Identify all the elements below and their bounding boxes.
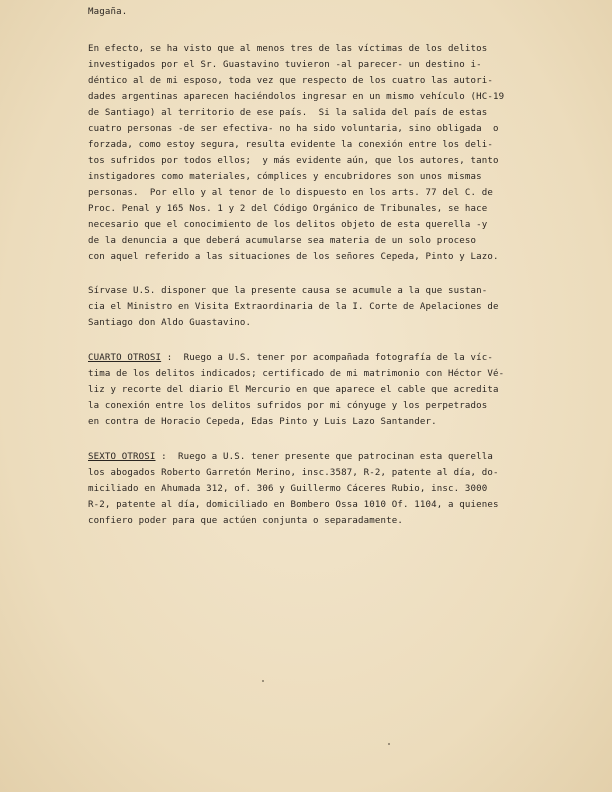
text-line: Proc. Penal y 165 Nos. 1 y 2 del Código Orgánico de Tribunales, se hace [88, 204, 488, 214]
text-line: con aquel referido a las situaciones de los señores Cepeda, Pinto y Lazo. [88, 252, 499, 262]
text-fragment: : Ruego a U.S. tener presente que patrocinan esta querella [155, 452, 493, 462]
text-line: cia el Ministro en Visita Extraordinaria de la I. Corte de Apelaciones de [88, 302, 499, 312]
section-heading: SEXTO OTROSI [88, 452, 156, 462]
text-line: liz y recorte del diario El Mercurio en que aparece el cable que acredita [88, 385, 499, 395]
text-line: la conexión entre los delitos sufridos por mi cónyuge y los perpetrados [88, 401, 488, 411]
paper-speck [262, 680, 264, 682]
text-line: forzada, como estoy segura, resulta evidente la conexión entre los deli- [88, 140, 493, 150]
section-heading: CUARTO OTROSI [88, 353, 162, 363]
text-line: miciliado en Ahumada 312, of. 306 y Guillermo Cáceres Rubio, insc. 3000 [88, 484, 488, 494]
text-line: instigadores como materiales, cómplices y encubridores son unos mismas [88, 172, 482, 182]
text-fragment: : Ruego a U.S. tener por acompañada fotografía de la víc- [161, 353, 493, 363]
text-line: confiero poder para que actúen conjunta o separadamente. [88, 516, 403, 526]
text-line [88, 352, 493, 364]
paper-speck [388, 743, 390, 745]
text-line: en contra de Horacio Cepeda, Edas Pinto y Luis Lazo Santander. [88, 417, 437, 427]
text-line: cuatro personas -de ser efectiva- no ha sido voluntaria, sino obligada o [88, 124, 499, 134]
text-line: de Santiago) al territorio de ese país. Si la salida del país de estas [88, 108, 488, 118]
text-line: personas. Por ello y al tenor de lo dispuesto en los arts. 77 del C. de [88, 188, 493, 198]
text-line: de la denuncia a que deberá acumularse sea materia de un solo proceso [88, 236, 477, 246]
text-line: tos sufridos por todos ellos; y más evidente aún, que los autores, tanto [88, 156, 499, 166]
text-line: En efecto, se ha visto que al menos tres de las víctimas de los delitos [88, 44, 488, 54]
text-line: Sírvase U.S. disponer que la presente causa se acumule a la que sustan- [88, 286, 488, 296]
text-line: tima de los delitos indicados; certificado de mi matrimonio con Héctor Vé- [88, 369, 505, 379]
text-line [88, 451, 493, 463]
text-line: los abogados Roberto Garretón Merino, insc.3587, R-2, patente al día, do- [88, 468, 499, 478]
text-line: R-2, patente al día, domiciliado en Bombero Ossa 1010 Of. 1104, a quienes [88, 500, 499, 510]
text-line: déntico al de mi esposo, toda vez que respecto de los cuatro las autori- [88, 76, 493, 86]
text-line: investigados por el Sr. Guastavino tuvieron -al parecer- un destino i- [88, 60, 482, 70]
text-line: dades argentinas aparecen haciéndolos ingresar en un mismo vehículo (HC-19 [88, 92, 505, 102]
top-fragment: Magaña. [88, 7, 128, 17]
text-line: necesario que el conocimiento de los delitos objeto de esta querella -y [88, 220, 488, 230]
text-line: Santiago don Aldo Guastavino. [88, 318, 252, 328]
